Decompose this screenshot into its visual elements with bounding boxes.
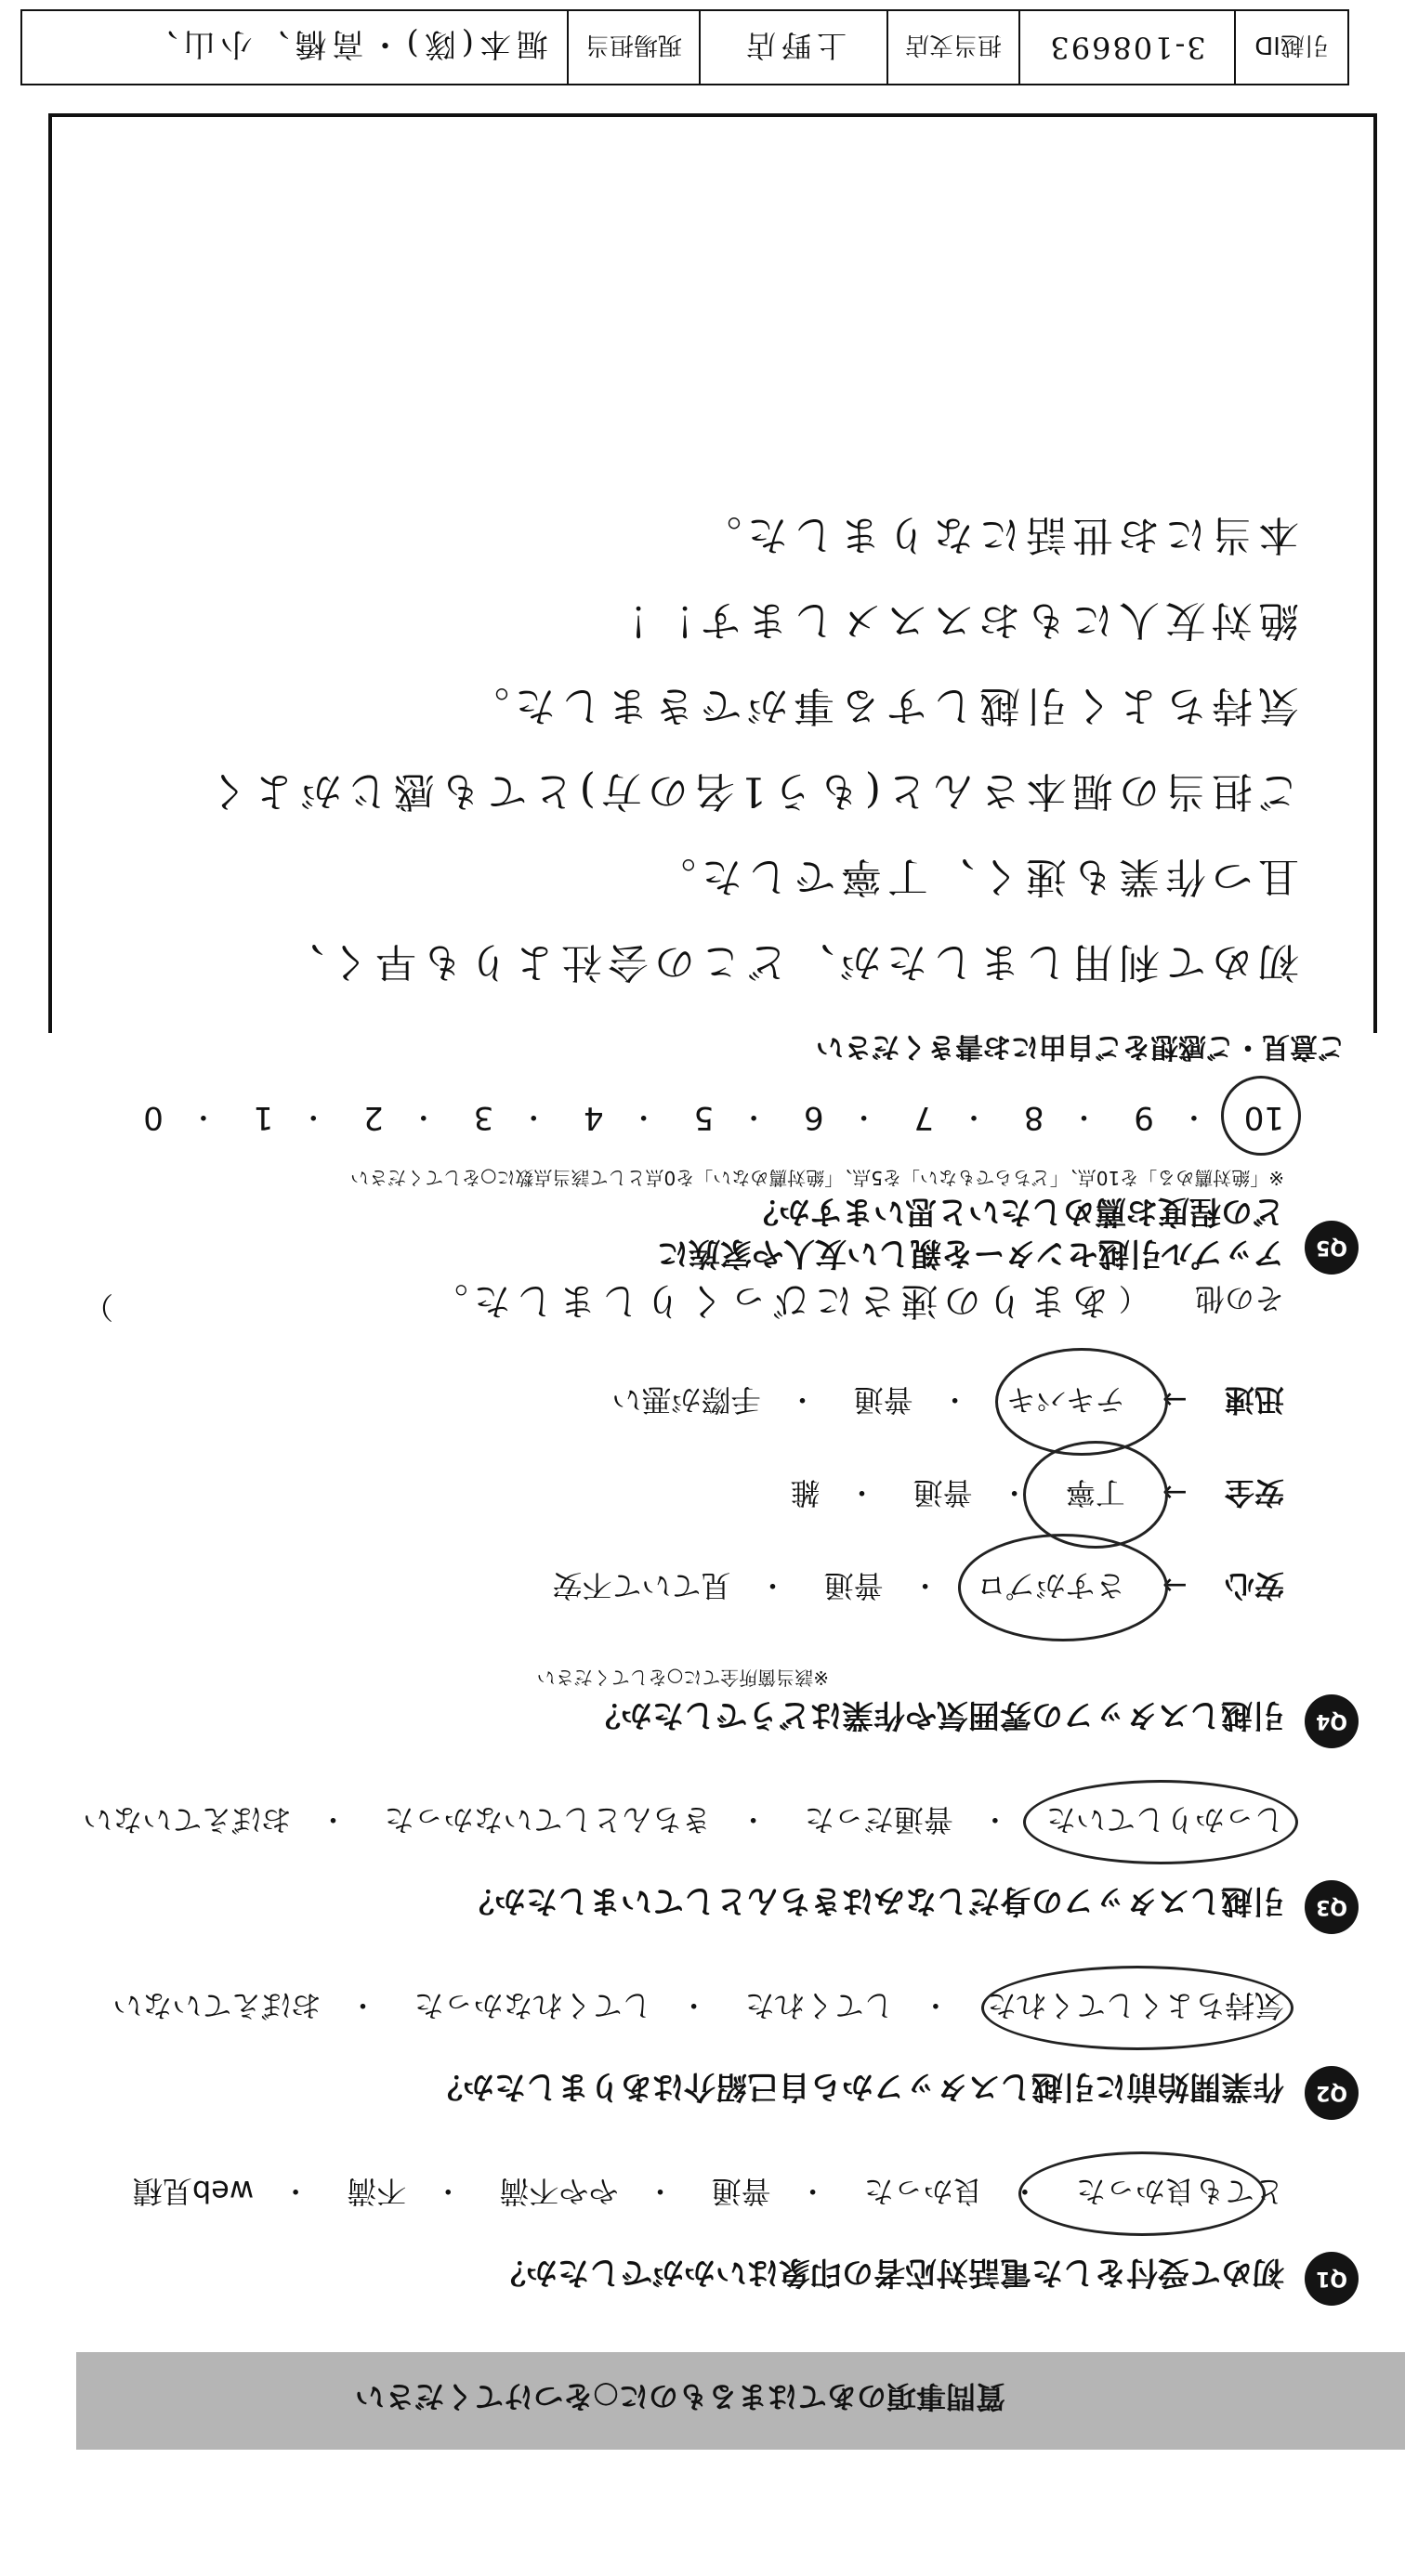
q4-row-label: 安全	[1224, 1475, 1284, 1510]
q3-option[interactable]: おぼえていない	[83, 1802, 292, 1837]
q5-note: ※「絶対薦める」を10点、「どちらでもない」を5点、「絶対薦めない」を0点として該当点数に○をしてください	[350, 1167, 1284, 1189]
q1-selection-circle	[1018, 2151, 1266, 2236]
q5-score[interactable]: 2	[363, 1099, 384, 1136]
q2-question: 作業開始前に引越しスタッフから自己紹介はありましたか？	[431, 2068, 1284, 2105]
q1-option[interactable]: 普通	[711, 2174, 771, 2209]
q4-other-text[interactable]: あまりの速さにびっくりしました。	[425, 1279, 1110, 1322]
q4-row-jinsoku: 迅速 → テキパキ ・ 普通 ・ 手際が悪い	[611, 1382, 1284, 1418]
q2-option[interactable]: してくれた	[744, 1988, 894, 2023]
q4-row-anshin: 安心 → さすがプロ ・ 普通 ・ 見ていて不安	[552, 1568, 1284, 1603]
staff-value: 堀本(隊)・高橋、小山、	[140, 25, 548, 63]
q4-other-label: その他	[1194, 1281, 1284, 1316]
q5-scale: 10 ・9 ・8 ・7 ・6 ・5 ・4 ・3 ・2 ・1 ・0	[143, 1099, 1284, 1136]
q2-badge: Q2	[1305, 2066, 1359, 2120]
q5-question-line1: アップル引越センターを親しい友人や家族に	[657, 1235, 1284, 1272]
banner-text: 質問事項のあてはまるものに○をつけてください	[355, 2379, 1005, 2414]
staff-label: 現場担当	[567, 11, 699, 84]
q3-selection-circle	[1023, 1780, 1298, 1864]
id-label: 引越ID	[1234, 11, 1347, 84]
q4-row-label: 迅速	[1224, 1382, 1284, 1418]
comment-line: 絶対友人にもおススメします！！	[602, 596, 1299, 644]
q4-question: 引越しスタッフの雰囲気や作業はどうでしたか？	[589, 1696, 1284, 1733]
q5-selected-circle	[1221, 1076, 1301, 1156]
q5-score[interactable]: 7	[913, 1099, 935, 1136]
comment-line: 気持ちよく引越しする事ができました。	[463, 682, 1299, 729]
q5-score[interactable]: 6	[803, 1099, 824, 1136]
q5-badge: Q5	[1305, 1221, 1359, 1275]
q1-badge: Q1	[1305, 2252, 1359, 2306]
q2-option[interactable]: してくれなかった	[414, 1988, 652, 2023]
q4-option[interactable]: 普通	[853, 1382, 913, 1418]
q4-option[interactable]: 普通	[823, 1568, 884, 1603]
q4-badge: Q4	[1305, 1694, 1359, 1748]
comment-line: 初めて利用しましたが、どこの会社よりも早く、	[277, 938, 1299, 986]
q4-option[interactable]: さすがプロ	[976, 1568, 1125, 1603]
q2-option[interactable]: おぼえていない	[112, 1988, 322, 2023]
q5-score[interactable]: 5	[693, 1099, 715, 1136]
q2-options: 気持ちよくしてくれた ・ してくれた ・ してくれなかった ・ おぼえていない	[112, 1988, 1284, 2023]
q3-question: 引越しスタッフの身だしなみはきちんとしていましたか？	[463, 1882, 1284, 1919]
q5-score[interactable]: 10	[1243, 1099, 1284, 1136]
q5-question-line2: どの程度お薦めしたいと思いますか？	[747, 1193, 1284, 1230]
q5-score[interactable]: 1	[253, 1099, 274, 1136]
q5-score[interactable]: 3	[473, 1099, 494, 1136]
q4-anzen-circle	[1023, 1441, 1168, 1549]
q1-question: 初めて受付をした電話対応者の印象はいかがでしたか？	[494, 2254, 1284, 2291]
q4-option[interactable]: 雑	[790, 1475, 821, 1510]
comment-line: 且つ作業も速く、丁寧でした。	[649, 853, 1299, 900]
q4-note: ※該当箇所全てに○をしてください	[536, 1667, 829, 1689]
q3-option[interactable]: 普通だった	[804, 1802, 953, 1837]
q4-option[interactable]: 手際が悪い	[611, 1382, 761, 1418]
instruction-banner	[76, 2352, 1405, 2450]
q1-option[interactable]: やや不満	[499, 2174, 619, 2209]
q4-option[interactable]: 普通	[913, 1475, 973, 1510]
q3-option[interactable]: きちんとしていなかった	[384, 1802, 712, 1837]
q5-score[interactable]: 9	[1134, 1099, 1154, 1136]
q2-option[interactable]: 気持ちよくしてくれた	[986, 1988, 1284, 2023]
branch-label: 担当支店	[886, 11, 1018, 84]
q4-anshin-circle	[958, 1534, 1168, 1641]
q4-jinsoku-circle	[995, 1348, 1168, 1456]
q4-row-anzen: 安全 → 丁寧 ・ 普通 ・ 雑	[790, 1475, 1284, 1510]
comment-line: 本当にお世話になりました。	[695, 511, 1299, 558]
q1-option[interactable]: 良かった	[863, 2174, 983, 2209]
q4-option[interactable]: 丁寧	[1065, 1475, 1125, 1510]
q1-option[interactable]: web見積	[132, 2174, 255, 2209]
q4-option[interactable]: テキパキ	[1005, 1382, 1125, 1418]
q5-score[interactable]: 0	[143, 1099, 164, 1136]
q3-badge: Q3	[1305, 1880, 1359, 1934]
id-value: 3-108693	[1018, 11, 1234, 84]
q4-other-row: その他 （ あまりの速さにびっくりしました。 ）	[83, 1279, 1284, 1325]
q1-options: とても良かった ・ 良かった ・ 普通 ・ やや不満 ・ 不満 ・ web見積	[132, 2174, 1284, 2209]
q4-option[interactable]: 見ていて不安	[552, 1568, 731, 1603]
q5-score[interactable]: 8	[1023, 1099, 1044, 1136]
q3-options: しっかりしていた ・ 普通だった ・ きちんとしていなかった ・ おぼえていない	[83, 1802, 1284, 1837]
q2-selection-circle	[981, 1966, 1293, 2050]
q3-option[interactable]: しっかりしていた	[1045, 1802, 1284, 1837]
comments-title: ご意見・ご感想をご自由にお書きください	[816, 1030, 1346, 1063]
q5-score[interactable]: 4	[584, 1099, 604, 1136]
branch-value: 上野店	[699, 11, 886, 84]
q4-row-label: 安心	[1224, 1568, 1284, 1603]
footer-info-table	[20, 9, 1349, 85]
comments-handwriting[interactable]	[203, 483, 1299, 996]
q1-option[interactable]: とても良かった	[1075, 2174, 1284, 2209]
comment-line: ご担当の堀本さんと(もう1名の方)とても感じがよく	[202, 767, 1299, 815]
comments-box	[48, 113, 1377, 1063]
q1-option[interactable]: 不満	[347, 2174, 407, 2209]
